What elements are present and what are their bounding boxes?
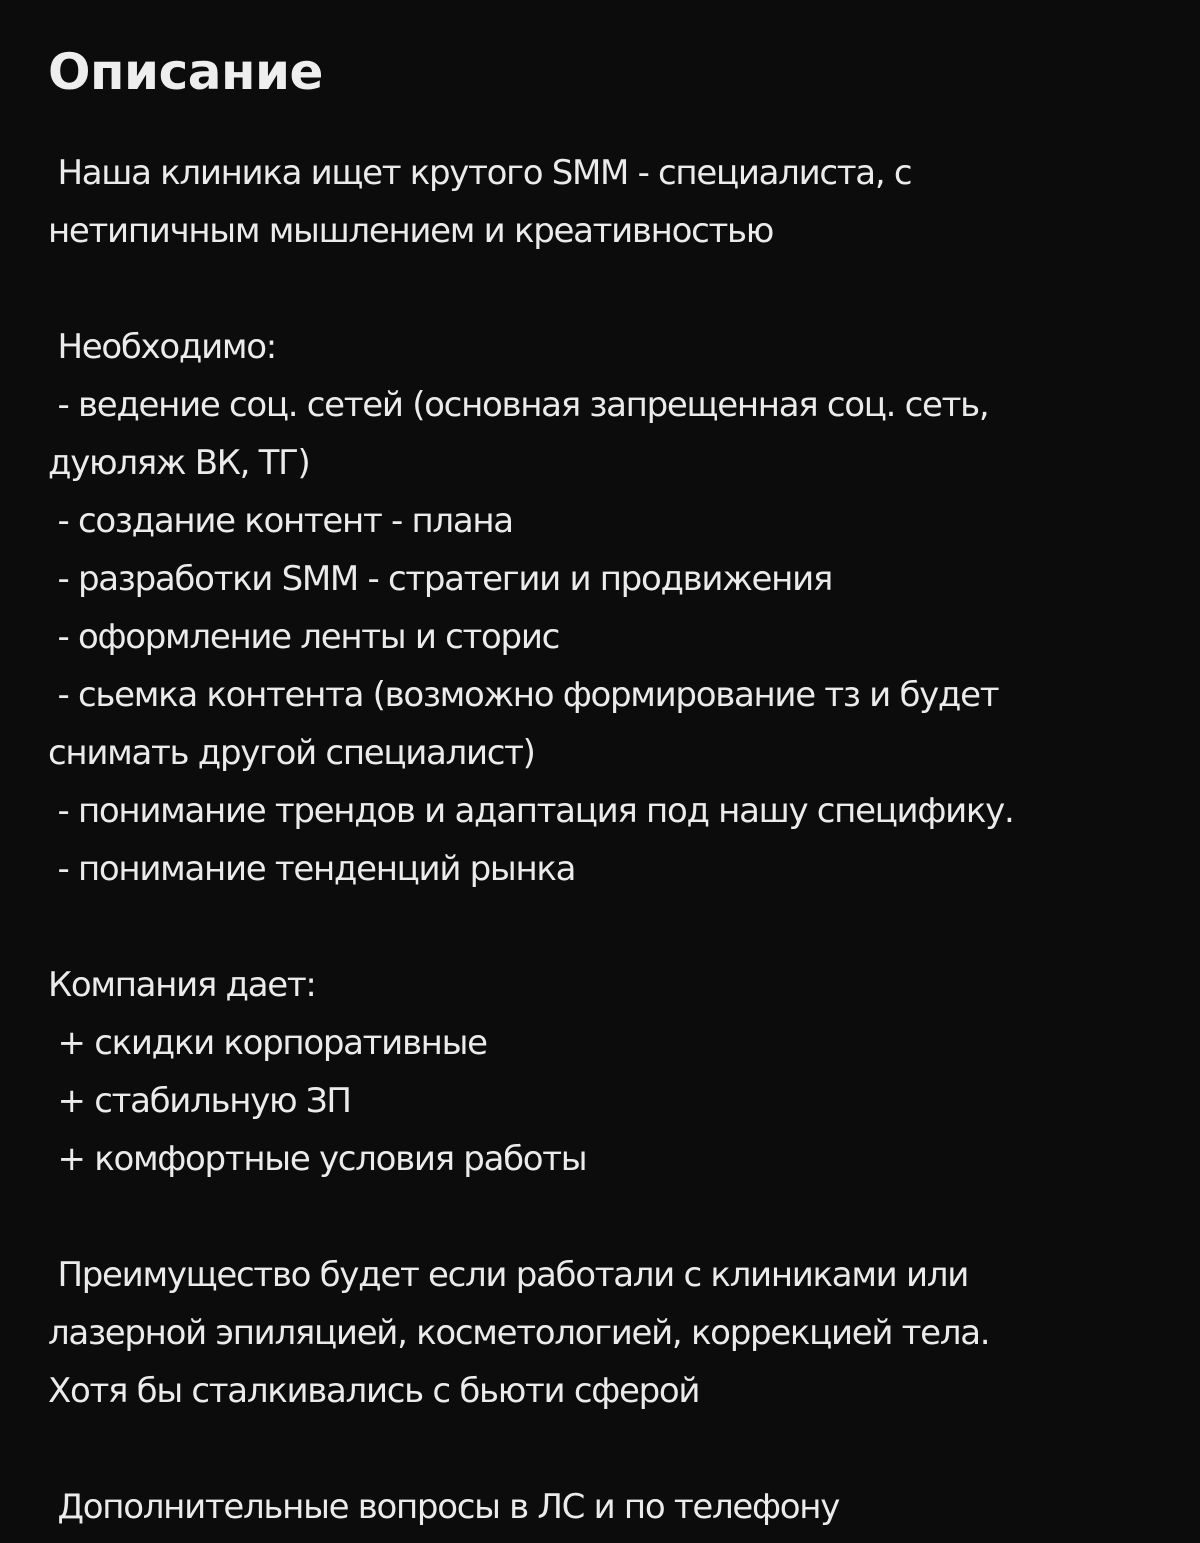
description-line: лазерной эпиляцией, косметологией, коррекцией тела. [48, 1313, 990, 1353]
description-line: + стабильную ЗП [48, 1081, 351, 1121]
description-line [48, 1188, 1168, 1246]
description-line [48, 898, 1168, 956]
description-line: - понимание тенденций рынка [48, 849, 576, 889]
description-line: дуюляж ВК, ТГ) [48, 443, 310, 483]
description-line: нетипичным мышлением и креативностью [48, 211, 774, 251]
description-line: Преимущество будет если работали с клиниками или [48, 1255, 969, 1295]
description-line: Наша клиника ищет крутого SMM - специалиста, с [48, 153, 912, 193]
description-line: + скидки корпоративные [48, 1023, 487, 1063]
description-body [48, 144, 1168, 1536]
description-line: - сьемка контента (возможно формирование тз и будет [48, 675, 999, 715]
description-line: - разработки SMM - стратегии и продвижения [48, 559, 833, 599]
description-line: Необходимо: [48, 327, 276, 367]
description-line: Хотя бы сталкивались с бьюти сферой [48, 1371, 700, 1411]
description-line: Дополнительные вопросы в ЛС и по телефону [48, 1487, 840, 1527]
description-line: - оформление ленты и сторис [48, 617, 560, 657]
description-line [48, 260, 1168, 318]
description-line: - создание контент - плана [48, 501, 513, 541]
description-line: снимать другой специалист) [48, 733, 535, 773]
description-line: + комфортные условия работы [48, 1139, 587, 1179]
description-title: Описание [48, 43, 323, 101]
description-line: Компания дает: [48, 965, 316, 1005]
description-line: - ведение соц. сетей (основная запрещенная соц. сеть, [48, 385, 989, 425]
description-line: - понимание трендов и адаптация под нашу специфику. [48, 791, 1014, 831]
description-line [48, 1420, 1168, 1478]
